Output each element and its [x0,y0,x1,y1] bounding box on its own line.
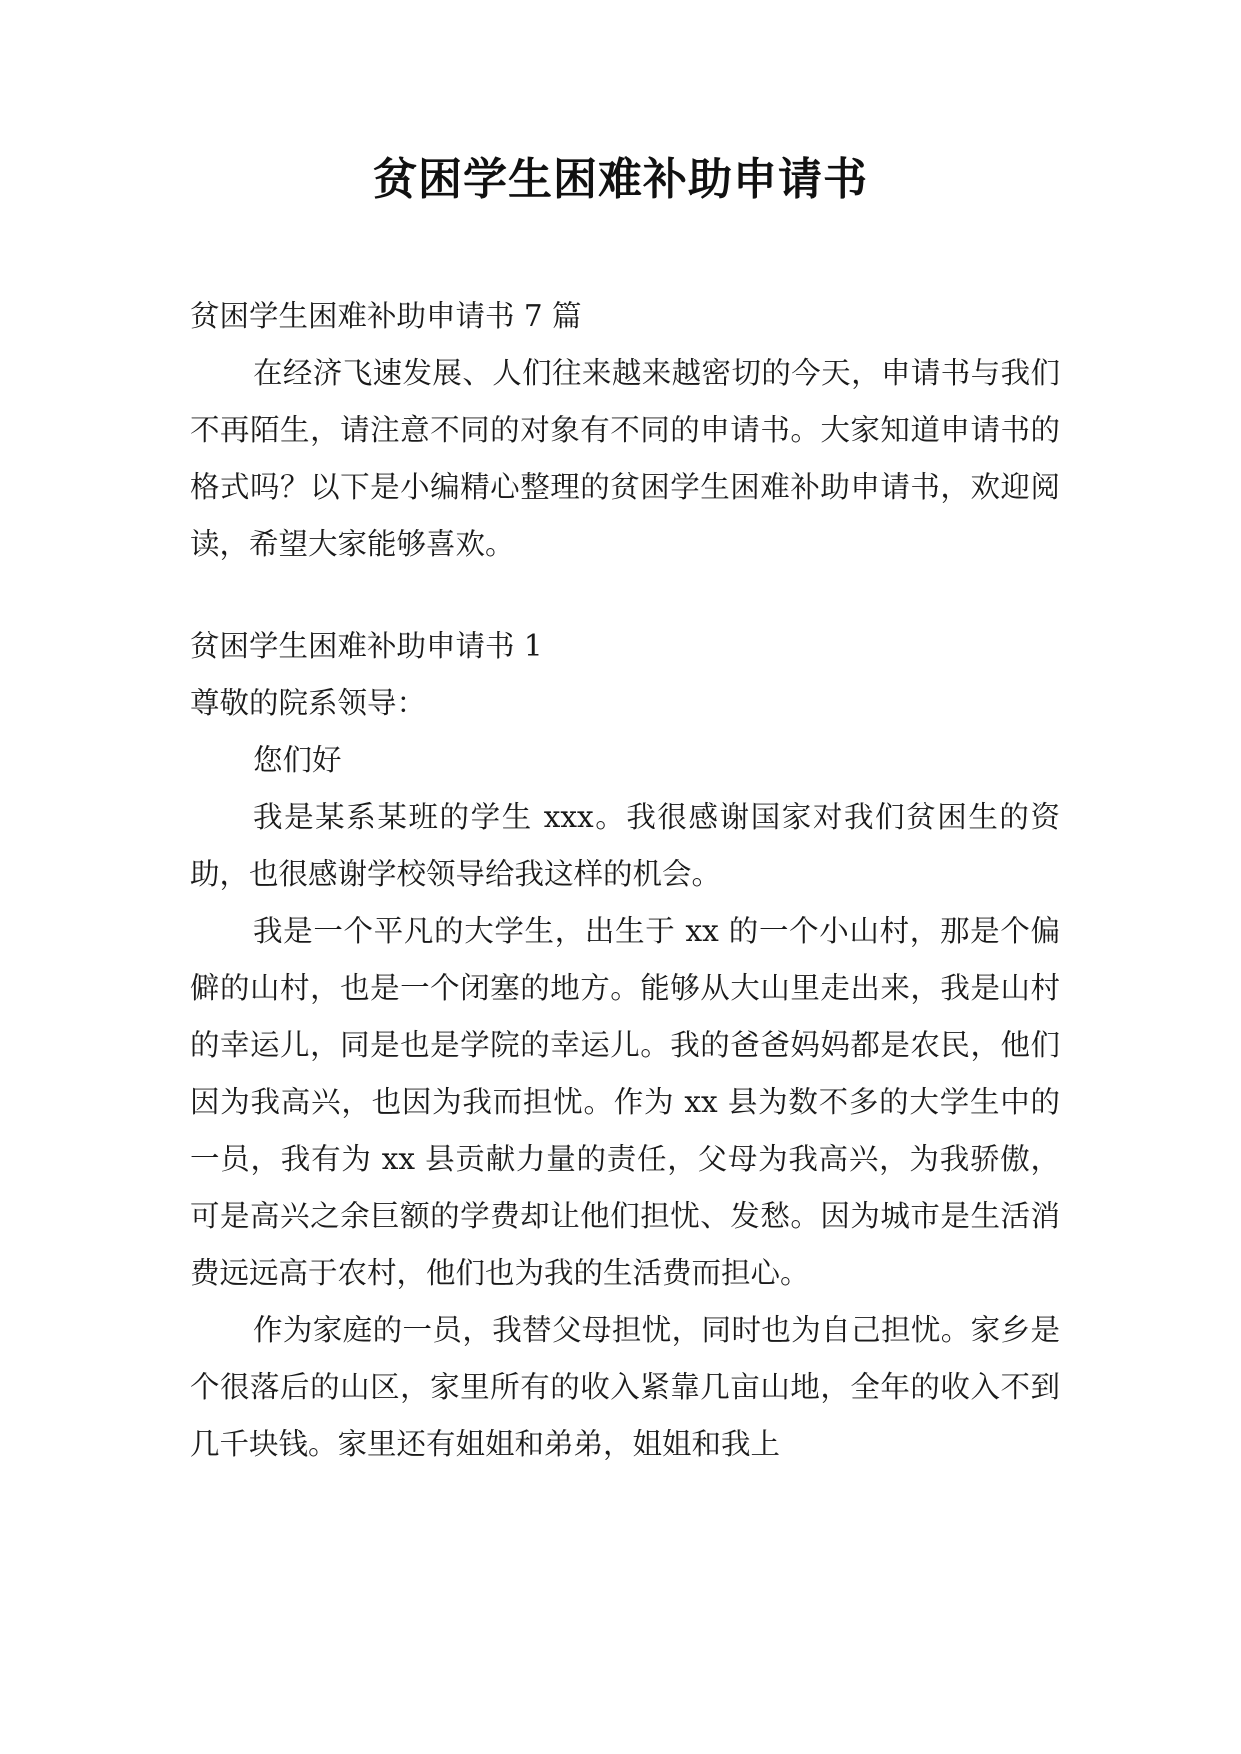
document-body [190,288,1060,1473]
section-heading: 贫困学生困难补助申请书 1 [190,629,543,663]
spacer [190,573,1060,618]
intro-paragraph: 在经济飞速发展、人们往来越来越密切的今天，申请书与我们不再陌生，请注意不同的对象有不同的申请书。大家知道申请书的格式吗？以下是小编精心整理的贫困学生困难补助申请书，欢迎阅读，希望大家能够喜欢。 [190,356,1060,561]
body-paragraph: 我是某系某班的学生 xxx。我很感谢国家对我们贫困生的资助，也很感谢学校领导给我这样的机会。 [190,800,1060,891]
salutation: 尊敬的院系领导： [190,686,427,720]
body-paragraph: 作为家庭的一员，我替父母担忧，同时也为自己担忧。家乡是个很落后的山区，家里所有的收入紧靠几亩山地，全年的收入不到几千块钱。家里还有姐姐和弟弟，姐姐和我上 [190,1313,1060,1461]
document-subtitle: 贫困学生困难补助申请书 7 篇 [190,299,582,333]
body-paragraph: 我是一个平凡的大学生，出生于 xx 的一个小山村，那是个偏僻的山村，也是一个闭塞的地方。能够从大山里走出来，我是山村的幸运儿，同是也是学院的幸运儿。我的爸爸妈妈都是农民，他们因为我高兴，也因为我而担忧。作为 xx 县为数不多的大学生中的一员，我有为 xx 县贡献力量的责任，父母为我高兴，为我骄傲，可是高兴之余巨额的学费却让他们担忧、发愁。因为城市是生活消费远远高于农村，他们也为我的生活费而担心。 [190,914,1060,1290]
greeting: 您们好 [253,743,342,777]
document-title: 贫困学生困难补助申请书 [373,154,868,205]
